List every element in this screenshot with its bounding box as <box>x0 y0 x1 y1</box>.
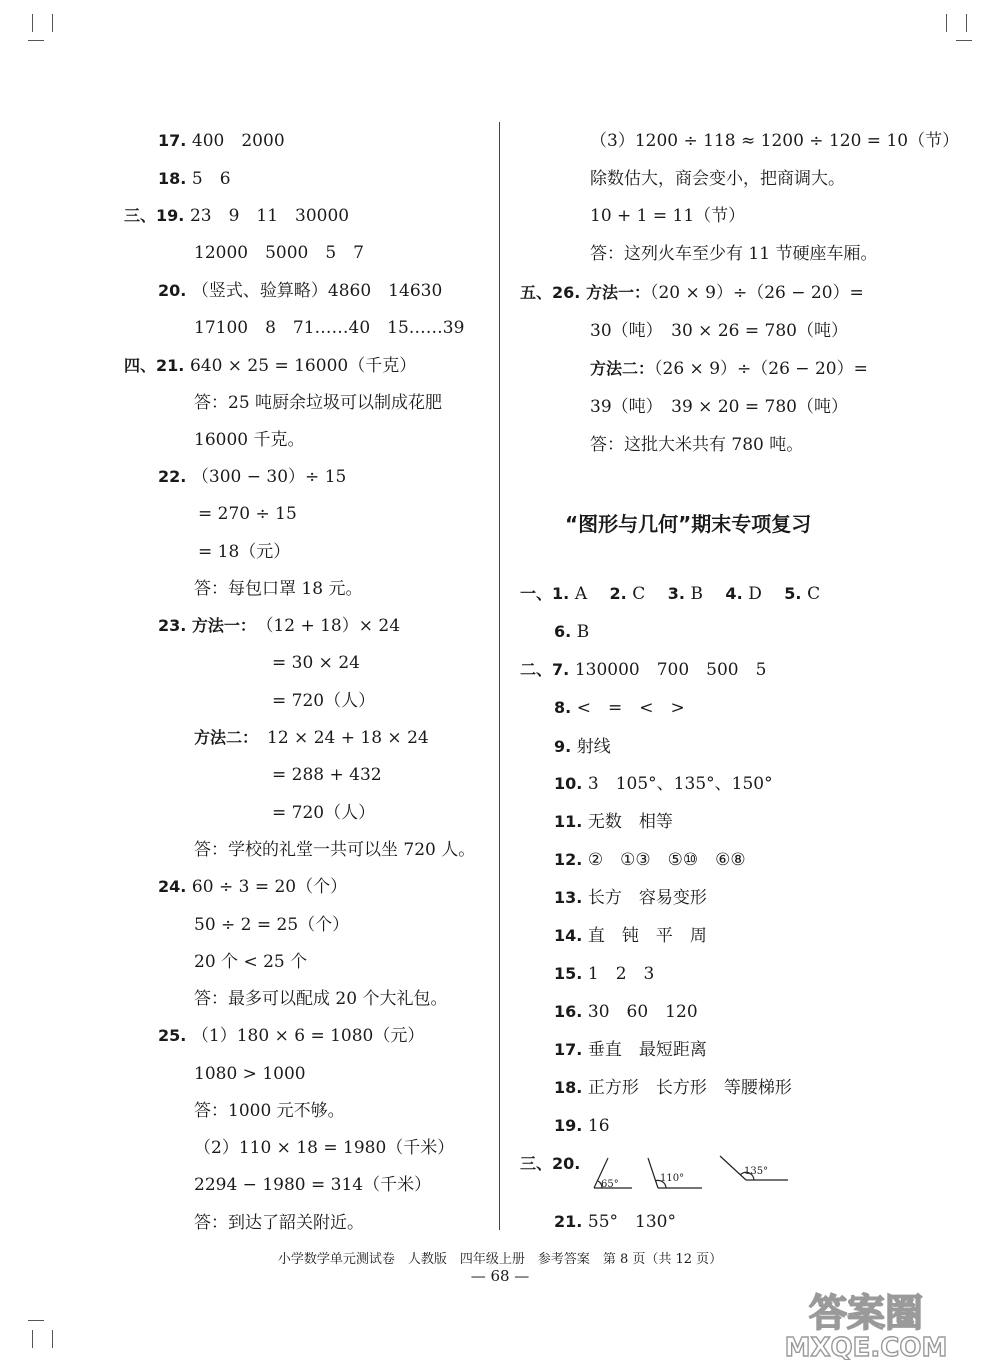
angle-65-label: 65° <box>601 1179 619 1190</box>
geo-answer-7: 二、7. 130000 700 500 5 <box>520 660 767 680</box>
crop-mark <box>28 1320 44 1321</box>
answer-22-step1: = 270 ÷ 15 <box>198 504 297 524</box>
answer-24-line3: 20 个 < 25 个 <box>194 952 308 972</box>
answer-25-line7: （3）1200 ÷ 118 ≈ 1200 ÷ 120 = 10（节） <box>590 131 960 151</box>
geo-answer-10: 10. 3 105°、135°、150° <box>554 774 773 794</box>
answer-25-reply: 答：到达了韶关附近。 <box>194 1213 364 1233</box>
answer-23-m2-step2: = 720（人） <box>272 803 376 823</box>
geo-answer-8: 8. < = < > <box>554 698 685 718</box>
crop-mark <box>966 14 967 32</box>
answer-25-line4: （2）110 × 18 = 1980（千米） <box>194 1138 455 1158</box>
column-divider <box>499 122 500 1230</box>
geo-answer-16: 16. 30 60 120 <box>554 1002 698 1022</box>
answer-25-line5: 2294 − 1980 = 314（千米） <box>194 1175 432 1195</box>
geo-answer-13: 13. 长方 容易变形 <box>554 888 707 908</box>
geo-answer-11: 11. 无数 相等 <box>554 812 673 832</box>
geo-answer-9: 9. 射线 <box>554 737 611 757</box>
answer-24-line2: 50 ÷ 2 = 25（个） <box>194 915 350 935</box>
answer-21-reply2: 16000 千克。 <box>194 430 305 450</box>
watermark-logo <box>746 1288 986 1360</box>
answer-25-line2: 1080 > 1000 <box>194 1064 306 1084</box>
geo-answer-6: 6. B <box>554 622 590 642</box>
answer-24: 24. 60 ÷ 3 = 20（个） <box>158 877 348 897</box>
page-footer: 小学数学单元测试卷 人教版 四年级上册 参考答案 第 8 页（共 12 页） <box>277 1252 723 1267</box>
answer-23-m2: 方法二： 12 × 24 + 18 × 24 <box>194 728 429 748</box>
answer-26-m2-result: 39（吨） 39 × 20 = 780（吨） <box>590 397 848 417</box>
crop-mark <box>32 1330 33 1348</box>
answer-22-step2: = 18（元） <box>198 542 291 562</box>
answer-19: 三、19. 23 9 11 30000 <box>124 206 350 226</box>
answer-26: 五、26. 方法一：（20 × 9）÷（26 − 20）= <box>520 283 864 303</box>
answer-25-line8: 除数估大，商会变小，把商调大。 <box>590 169 845 189</box>
answer-23-m1-step2: = 720（人） <box>272 691 376 711</box>
answer-23: 23. 方法一： （12 + 18）× 24 <box>158 616 401 636</box>
geo-answer-19: 19. 16 <box>554 1116 610 1136</box>
answer-23-m1-step1: = 30 × 24 <box>272 653 360 673</box>
crop-mark <box>52 14 53 32</box>
watermark-cn: 答案圈 <box>808 1291 924 1335</box>
geo-answer-18: 18. 正方形 长方形 等腰梯形 <box>554 1078 792 1098</box>
crop-mark <box>946 14 947 32</box>
angle-110-label: 110° <box>660 1173 685 1184</box>
answer-22-reply: 答：每包口罩 18 元。 <box>194 579 363 599</box>
page-number: — 68 — <box>470 1267 530 1285</box>
answer-25: 25. （1）180 × 6 = 1080（元） <box>158 1026 425 1046</box>
crop-mark <box>28 40 44 41</box>
answer-24-reply: 答：最多可以配成 20 个大礼包。 <box>194 989 448 1009</box>
answer-26-reply: 答：这批大米共有 780 吨。 <box>590 435 804 455</box>
answer-20-line2: 17100 8 71……40 15……39 <box>194 318 465 338</box>
section-title: “图形与几何”期末专项复习 <box>565 512 812 536</box>
answer-19-line2: 12000 5000 5 7 <box>194 243 364 263</box>
answer-21: 四、21. 640 × 25 = 16000（千克） <box>124 356 417 376</box>
answer-17: 17. 400 2000 <box>158 131 285 151</box>
crop-mark <box>32 14 33 32</box>
angle-drawings <box>590 1150 800 1195</box>
geo-answer-1-5: 一、1. A 2. C 3. B 4. D 5. C <box>520 584 821 604</box>
geo-answer-17: 17. 垂直 最短距离 <box>554 1040 707 1060</box>
geo-answer-15: 15. 1 2 3 <box>554 964 655 984</box>
answer-23-m2-step1: = 288 + 432 <box>272 765 382 785</box>
answer-25-line3: 答：1000 元不够。 <box>194 1101 345 1121</box>
geo-answer-12: 12. ② ①③ ⑤⑩ ⑥⑧ <box>554 850 746 870</box>
answer-25-line9: 10 + 1 = 11（节） <box>590 206 746 226</box>
crop-mark <box>956 40 972 41</box>
geo-answer-14: 14. 直 钝 平 周 <box>554 926 707 946</box>
answer-26-m1-result: 30（吨） 30 × 26 = 780（吨） <box>590 321 848 341</box>
watermark-en: MXQE.COM <box>784 1333 948 1360</box>
answer-26-m2: 方法二：（26 × 9）÷（26 − 20）= <box>590 359 868 379</box>
answer-23-reply: 答：学校的礼堂一共可以坐 720 人。 <box>194 840 476 860</box>
answer-20: 20. （竖式、验算略）4860 14630 <box>158 281 443 301</box>
answer-21-reply: 答：25 吨厨余垃圾可以制成花肥 <box>194 393 443 413</box>
geo-answer-20: 三、20. <box>520 1154 581 1173</box>
answer-22: 22. （300 − 30）÷ 15 <box>158 467 347 487</box>
answer-25-reply2: 答：这列火车至少有 11 节硬座车厢。 <box>590 244 878 264</box>
geo-answer-21: 21. 55° 130° <box>554 1212 677 1232</box>
answer-18: 18. 5 6 <box>158 169 231 189</box>
crop-mark <box>52 1330 53 1348</box>
angle-135-label: 135° <box>744 1166 769 1177</box>
